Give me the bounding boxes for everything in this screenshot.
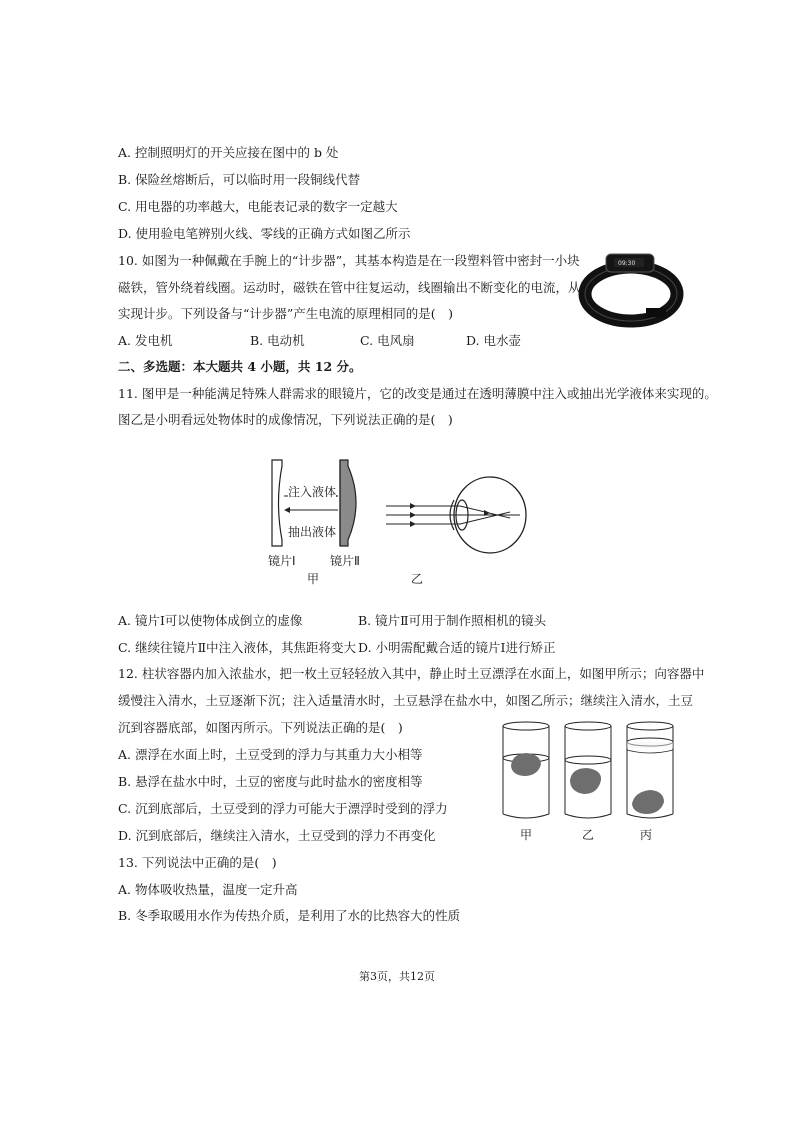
lens-1-label: 镜片Ⅰ bbox=[268, 554, 296, 568]
eye-diagram bbox=[380, 470, 530, 560]
figure-caption-jia: 甲 bbox=[307, 572, 320, 586]
q9-option-d: D. 使用验电笔辨别火线、零线的正确方式如图乙所示 bbox=[118, 226, 411, 241]
q13-option-a: A. 物体吸收热量，温度一定升高 bbox=[118, 882, 298, 897]
q11-option-d: D. 小明需配戴合适的镜片Ⅰ进行矫正 bbox=[358, 640, 556, 655]
potato-beakers-figure bbox=[500, 718, 680, 824]
q11-stem-line: 图乙是小明看远处物体时的成像情况，下列说法正确的是( ) bbox=[118, 412, 453, 427]
q11-stem-line: 11. 图甲是一种能满足特殊人群需求的眼镜片，它的改变是通过在透明薄膜中注入或抽出光学液体来实现的。 bbox=[118, 386, 717, 401]
q13-option-b: B. 冬季取暖用水作为传热介质，是利用了水的比热容大的性质 bbox=[118, 908, 461, 923]
q9-option-b: B. 保险丝熔断后，可以临时用一段铜线代替 bbox=[118, 172, 361, 187]
q11-option-b: B. 镜片Ⅱ可用于制作照相机的镜头 bbox=[358, 613, 547, 628]
q10-stem-line: 实现计步。下列设备与“计步器”产生电流的原理相同的是( ) bbox=[118, 306, 454, 321]
q9-option-a: A. 控制照明灯的开关应接在图中的 b 处 bbox=[118, 145, 339, 160]
q11-option-c: C. 继续往镜片Ⅱ中注入液体，其焦距将变大 bbox=[118, 640, 357, 655]
pedometer-wristband-image bbox=[576, 244, 686, 330]
beaker-jia bbox=[503, 722, 549, 818]
inject-liquid-label: 注入液体 bbox=[288, 485, 337, 499]
q12-option-c: C. 沉到底部后，土豆受到的浮力可能大于漂浮时受到的浮力 bbox=[118, 801, 448, 816]
q13-stem: 13. 下列说法中正确的是( ) bbox=[118, 855, 277, 870]
q12-option-b: B. 悬浮在盐水中时，土豆的密度与此时盐水的密度相等 bbox=[118, 774, 423, 789]
figure-caption-yi: 乙 bbox=[411, 572, 424, 586]
beaker-label-yi: 乙 bbox=[582, 828, 595, 842]
q12-stem-line: 沉到容器底部，如图丙所示。下列说法正确的是( ) bbox=[118, 720, 403, 735]
q12-stem-line: 12. 柱状容器内加入浓盐水，把一枚土豆轻轻放入其中，静止时土豆漂浮在水面上，如图甲所示；向容器中 bbox=[118, 666, 705, 681]
svg-text:09:30: 09:30 bbox=[618, 260, 636, 267]
q12-stem-line: 缓慢注入清水，土豆逐渐下沉；注入适量清水时，土豆悬浮在盐水中，如图乙所示；继续注入清水，土豆 bbox=[118, 693, 694, 708]
extract-liquid-label: 抽出液体 bbox=[288, 525, 337, 539]
page-footer: 第3页，共12页 bbox=[359, 970, 435, 983]
beaker-label-bing: 丙 bbox=[640, 828, 653, 842]
q12-option-d: D. 沉到底部后，继续注入清水，土豆受到的浮力不再变化 bbox=[118, 828, 436, 843]
lens-2-label: 镜片Ⅱ bbox=[330, 554, 360, 568]
q10-option-c: C. 电风扇 bbox=[360, 333, 415, 348]
q10-option-a: A. 发电机 bbox=[118, 333, 173, 348]
q12-option-a: A. 漂浮在水面上时，土豆受到的浮力与其重力大小相等 bbox=[118, 747, 423, 762]
lens-figure bbox=[262, 458, 372, 558]
q9-option-c: C. 用电器的功率越大，电能表记录的数字一定越大 bbox=[118, 199, 398, 214]
section-title: 二、多选题：本大题共 4 小题，共 12 分。 bbox=[118, 359, 362, 374]
q10-option-d: D. 电水壶 bbox=[466, 333, 522, 348]
beaker-label-jia: 甲 bbox=[520, 828, 533, 842]
q11-option-a: A. 镜片Ⅰ可以使物体成倒立的虚像 bbox=[118, 613, 303, 628]
beaker-yi bbox=[565, 722, 611, 818]
q10-option-b: B. 电动机 bbox=[250, 333, 305, 348]
beaker-bing bbox=[627, 722, 673, 818]
q10-stem-line: 磁铁，管外绕着线圈。运动时，磁铁在管中往复运动，线圈输出不断变化的电流，从而 bbox=[118, 280, 594, 295]
q10-stem-line: 10. 如图为一种佩戴在手腕上的“计步器”，其基本构造是在一段塑料管中密封一小块 bbox=[118, 253, 580, 268]
